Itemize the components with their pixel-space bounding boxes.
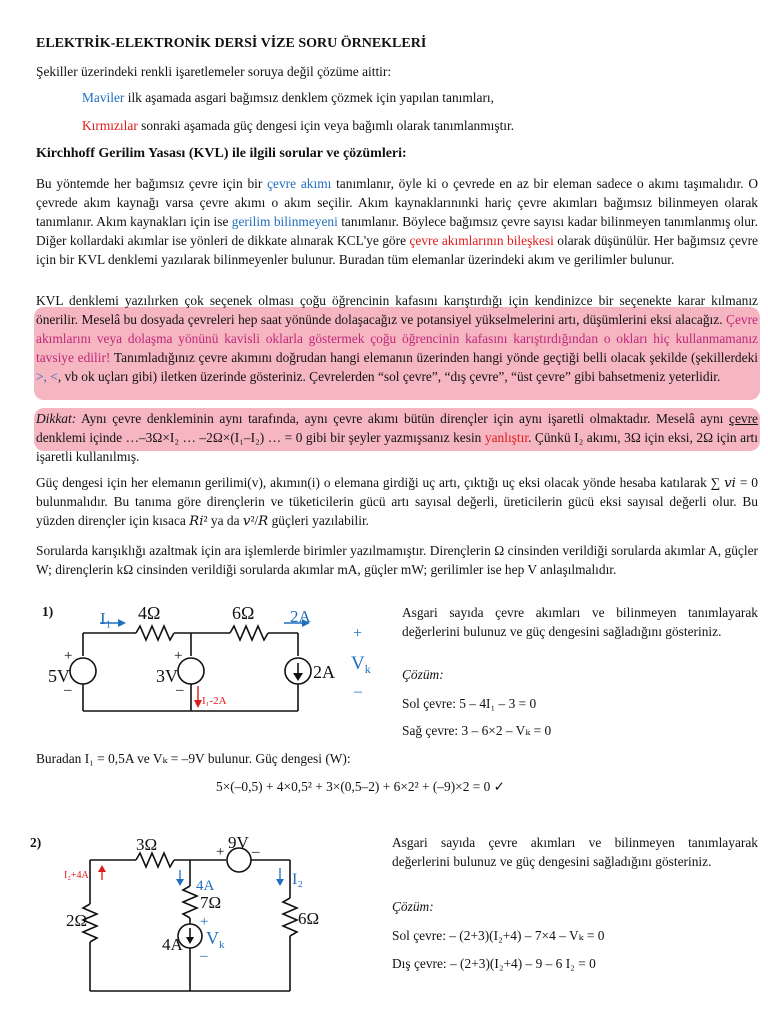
q1-question: Asgari sayıda çevre akımları ve bilinmeyen tanımlayarak değerlerini bulunuz ve güç dengesini sağladığını gösteriniz. — [402, 605, 758, 639]
q2-i2-label: I₂ — [292, 871, 303, 888]
page-title: ELEKTRİK-ELEKTRONİK DERSİ VİZE SORU ÖRNEKLERİ — [36, 36, 427, 51]
q1-3v-plus: + — [174, 648, 183, 664]
kvl-heading: Kirchhoff Gerilim Yasası (KVL) ile ilgili sorular ve çözümleri: — [36, 146, 407, 161]
paragraph-cevre-akimi — [36, 174, 758, 269]
q1-i2-label: 2A — [290, 607, 311, 626]
q2-isrc-label: 4A — [162, 935, 183, 954]
q1-r2-label: 6Ω — [232, 603, 255, 623]
p3-dikkat: Dikkat: — [36, 411, 77, 426]
q2-vk-label: $V_k$ — [206, 928, 225, 951]
paragraph-dikkat — [36, 409, 758, 466]
q2-eq-left: Sol çevre: – (2+3)(I₂+4) – 7×4 – Vₖ = 0 — [392, 928, 605, 943]
legend-blue-rest: ilk aşamada asgari bağımsız denklem çözmek için yapılan tanımları, — [124, 90, 494, 105]
q2-question: Asgari sayıda çevre akımları ve bilinmeyen tanımlayarak değerlerini bulunuz ve güç dengesini sağladığını gösteriniz. — [392, 835, 758, 869]
q1-vk-plus: + — [353, 625, 363, 642]
p1-text-a: Bu yöntemde her bağımsız çevre için bir — [36, 176, 268, 191]
q2-9v-minus: – — [252, 844, 260, 860]
p3-text-c: . Çünkü I₂ akımı, 3Ω için eksi, 2Ω için artı işaretli kullanılmış. — [36, 430, 758, 464]
legend-red-word: Kırmızılar — [82, 118, 138, 133]
q2-r-mid-label: 7Ω — [200, 893, 222, 912]
p2-warning: Çevre akımlarını veya dolaşma yönünü kavisli oklarla göstermek çoğu öğrencinin kafasını karıştırdığından o okları hiç kullanmamanız tavsiye edilir! — [36, 312, 758, 365]
p2-text-a: KVL denklemi yazılırken çok seçenek olması çoğu öğrencinin kafasını karıştırdığı için kendinizce bir seçenekte karar kılmanız önerilir. Meselâ bu dosyada çevreleri hep saat yönünde dolaşacağız ve potansiyel yükselmelerini artı, düşümlerini eksi alacağız. — [36, 293, 758, 327]
q2-9v-label: 9V — [228, 833, 249, 852]
q1-5v-label: 5V — [48, 666, 70, 686]
q1-eq-right: Sağ çevre: 3 – 6×2 – Vₖ = 0 — [402, 723, 552, 738]
q2-vk-minus: – — [200, 948, 208, 964]
p1-cevre-akimi: çevre akımı — [267, 176, 332, 191]
q2-r-left-label: 2Ω — [66, 911, 88, 930]
p3-text-a: Aynı çevre denkleminin aynı tarafında, aynı çevre akımı bütün dirençler için aynı işaretli olmaktadır. Meselâ aynı — [76, 411, 729, 426]
paragraph-birimler: Sorularda karışıklığı azaltmak için ara işlemlerde birimler yazılmamıştır. Dirençlerin Ω cinsinden verildiği sorularda akımlar A, güçler W; dirençlerin kΩ cinsinden verildiği sorularda akımlar mA, güçler mW; gerilimler ise hep V anlaşılmalıdır. — [36, 543, 758, 577]
q1-3v-label: 3V — [156, 666, 178, 686]
q2-r-top-label: 3Ω — [136, 835, 158, 854]
q1-5v-minus: – — [64, 682, 72, 698]
q1-3v-minus: – — [176, 682, 184, 698]
q1-vk-minus: – — [354, 683, 362, 700]
legend-red — [82, 118, 514, 134]
p1-text-c: tanımlanır, öyle ki o çevrede en az bir eleman sadece o akımı taşımalıdır. O çevrede akım kaynağı varsa çevre akımı o akım seçilir. Akım kaynaklarınınki hariç çevre akımları bağımsız bilinmeyen olarak tanımlanır. Akım kaynakları için ise — [36, 176, 758, 229]
q1-mid-current: I₁-2A — [202, 695, 227, 707]
q1-circuit — [40, 598, 390, 746]
p1-bileske: çevre akımlarının bileşkesi — [409, 233, 554, 248]
p2-text-e: , vb ok uçları gibi) iletken üzerinde gösteriniz. Çevrelerden “sol çevre”, “dış çevre”, “üst çevre” gibi bahsetmeniz yeterlidir. — [57, 369, 721, 384]
q1-vk-label: $V_k$ — [351, 653, 371, 676]
p3-text-b: denklemi içinde …–3Ω×I₂ … –2Ω×(I₁–I₂) … = 0 gibi bir şeyler yazmışsanız kesin — [36, 430, 485, 445]
q2-vk-plus: + — [200, 914, 209, 930]
q2-number: 2) — [30, 835, 42, 850]
p2-text-c: Tanımladığınız çevre akımını doğrudan hangi elemanın üzerinden hangi yönde geçtiği belli olacak şekilde (şekillerdeki — [110, 350, 758, 365]
q1-result: Buradan I₁ = 0,5A ve Vₖ = –9V bulunur. Güç dengesi (W): — [36, 751, 351, 766]
p1-text-g: olarak düşünülür. Her bağımsız çevre için bir KVL denklemi yazılarak bilinmeyenler bulunur. Buradan tüm elemanlar üzerindeki akım ve gerilimler bulunur. — [36, 233, 758, 267]
legend-blue — [82, 90, 494, 106]
p1-text-e: tanımlanır. Böylece bağımsız çevre sayısı kadar bilinmeyen tanımlanmış olur. Diğer kollardaki akımlar ise yönleri de dikkate alınarak KCL'ye göre — [36, 214, 758, 248]
paragraph-guc-dengesi: Güç dengesi için her elemanın gerilimi(v), akımın(i) o elemana girdiği uç artı, çıktığı uç eksi olacak yönde hesaba katılarak ∑ 𝑣𝑖 = 0 bulunmalıdır. Bu tanıma göre dirençlerin ve tüketicilerin gücü artı sayısal değerli, üreticilerin gücü eksi sayısal değerli olur. Bu yüzden dirençler için kısaca 𝑅𝑖² ya da 𝑣²/𝑅 güçleri yazılabilir. — [36, 475, 758, 528]
q2-mid-current: 4A — [196, 878, 215, 894]
q2-solution-label: Çözüm: — [392, 899, 434, 914]
p1-gerilim-bilinmeyeni: gerilim bilinmeyeni — [231, 214, 338, 229]
legend-blue-word: Maviler — [82, 90, 125, 105]
q2-circuit — [40, 826, 380, 1024]
q2-left-current: I₂+4A — [64, 870, 89, 881]
q2-r-right-label: 6Ω — [298, 909, 320, 928]
intro-text: Şekiller üzerindeki renkli işaretlemeler soruya değil çözüme aittir: — [36, 64, 392, 79]
q2-eq-outer: Dış çevre: – (2+3)(I₂+4) – 9 – 6 I₂ = 0 — [392, 956, 596, 971]
q1-r1-label: 4Ω — [138, 603, 161, 623]
q1-isrc-label: 2A — [313, 662, 335, 682]
p2-arrows: >, < — [36, 369, 58, 384]
q1-eq-left: Sol çevre: 5 – 4I₁ – 3 = 0 — [402, 696, 537, 711]
paragraph-kvl-yazimi — [36, 291, 758, 386]
q1-5v-plus: + — [64, 648, 73, 664]
p3-wrong: yanlıştır — [484, 430, 529, 445]
p3-cevre: çevre — [729, 411, 758, 426]
q1-number: 1) — [42, 604, 54, 619]
q1-solution-label: Çözüm: — [402, 667, 444, 682]
q2-9v-plus: + — [216, 844, 225, 860]
q1-i1-label: I₁ — [100, 609, 112, 628]
q1-power-balance: 5×(–0,5) + 4×0,5² + 3×(0,5–2) + 6×2² + (–9)×2 = 0 ✓ — [216, 779, 505, 794]
legend-red-rest: sonraki aşamada güç dengesi için veya bağımlı olarak tanımlanmıştır. — [137, 118, 515, 133]
